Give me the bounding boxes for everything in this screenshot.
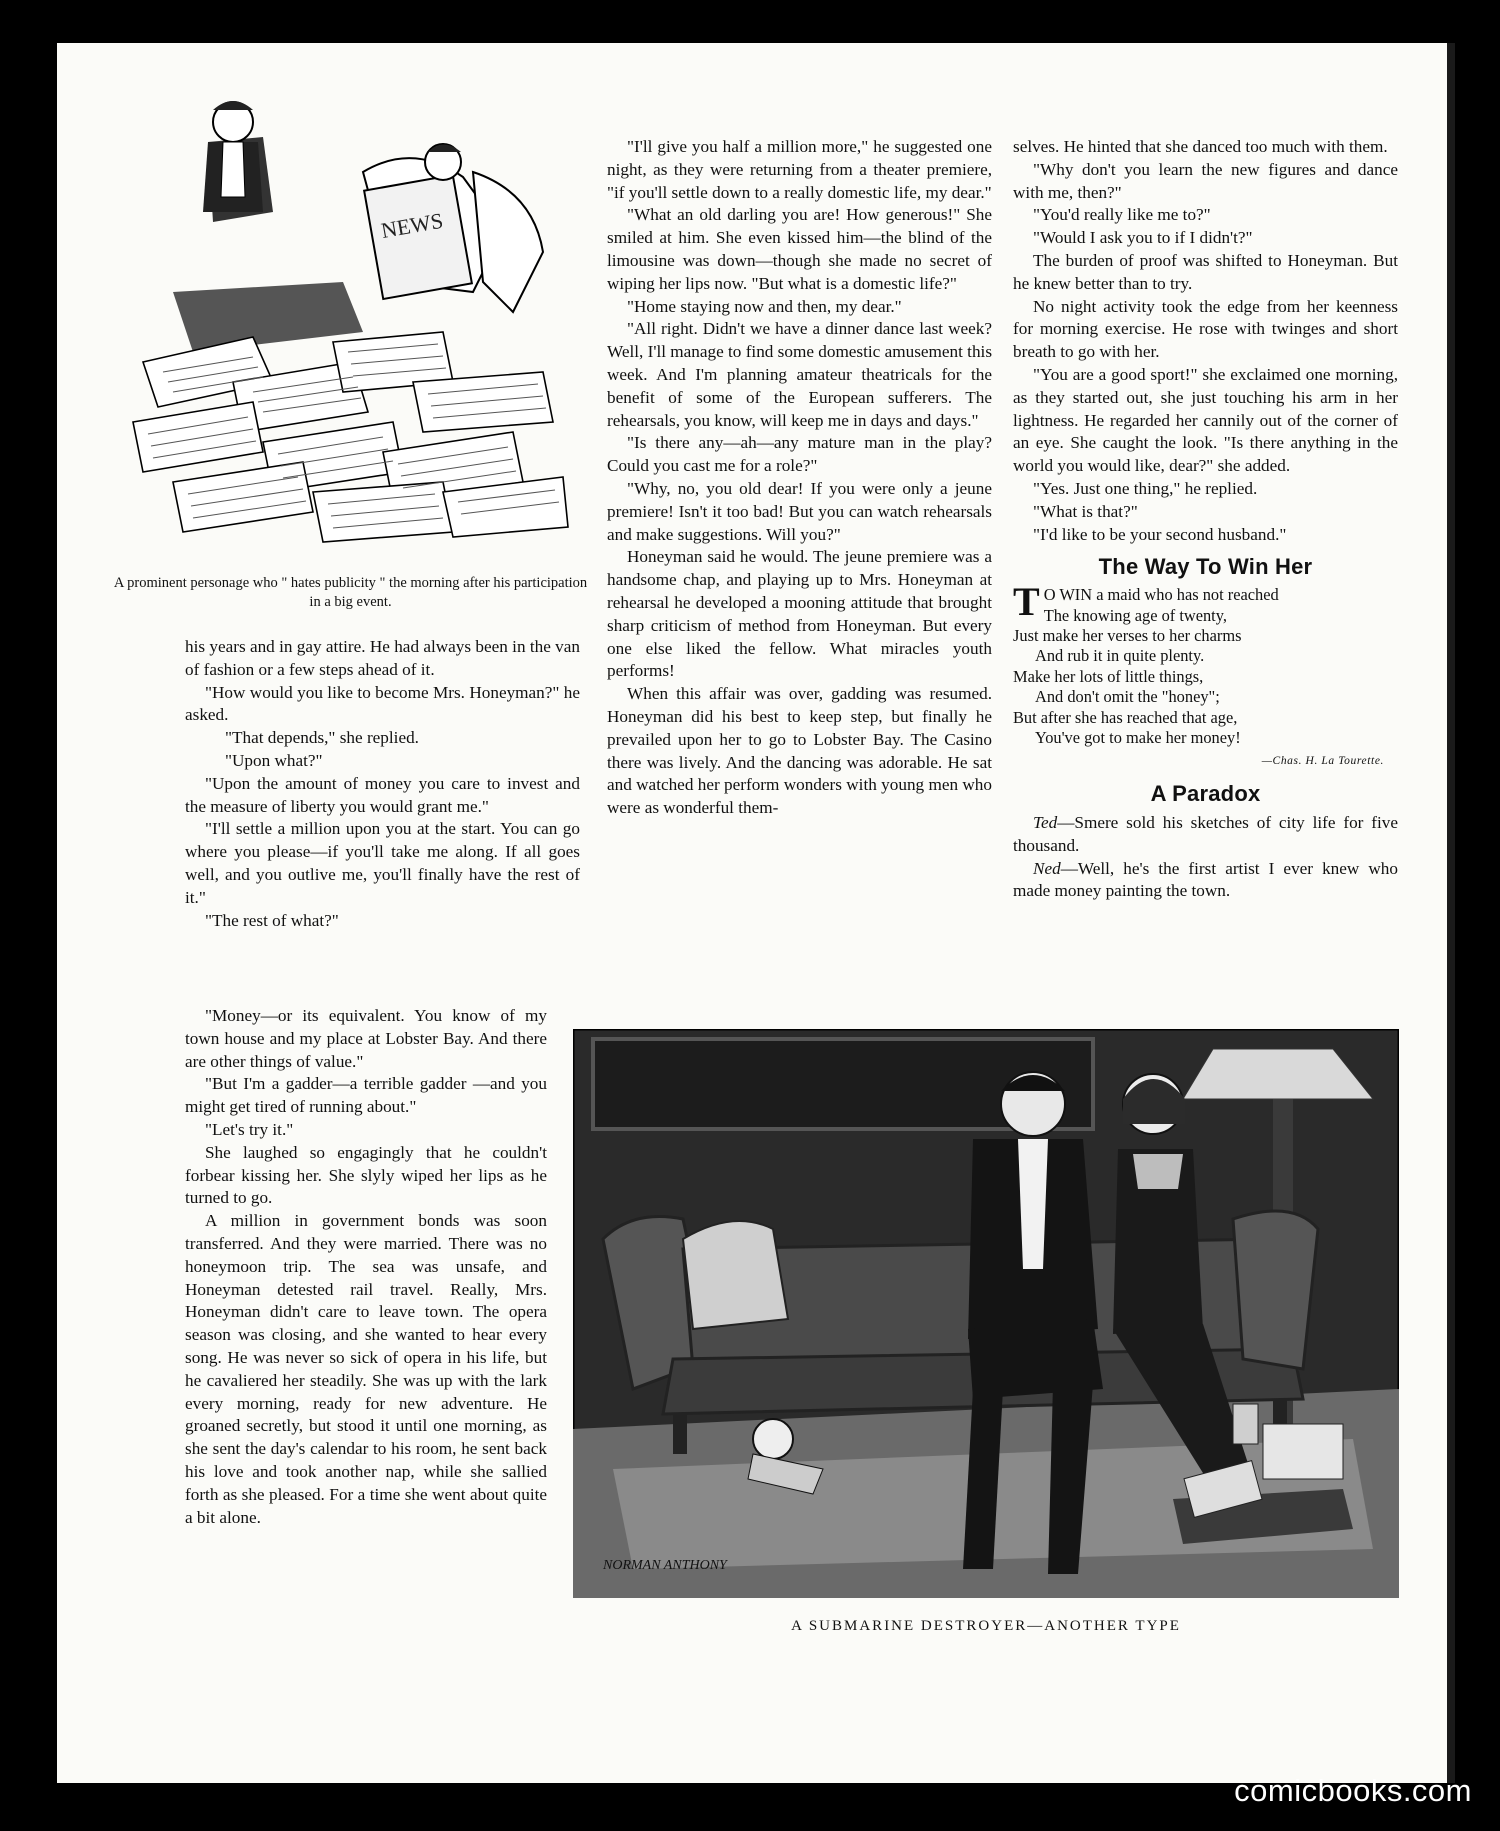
- paragraph: "That depends," she replied.: [225, 728, 419, 748]
- paragraph: "You are a good sport!" she exclaimed one morning, as they started out, she just touching his arm in her lightness. He regarded her cannily out of the corner of an eye. She caught the look. "Is there anything in the world you would like, dear?" she added.: [1013, 364, 1398, 476]
- paragraph: "Money—or its equivalent. You know of my town house and my place at Lobster Bay. And there are other things of value.": [185, 1006, 547, 1071]
- paradox-line-1: [1013, 812, 1398, 858]
- paragraph: "But I'm a gadder—a terrible gadder —and you might get tired of running about.": [185, 1074, 547, 1117]
- poem-title: The Way To Win Her: [1098, 554, 1313, 580]
- paradox-title: A Paradox: [1150, 781, 1261, 807]
- paragraph: "Home staying now and then, my dear.": [627, 296, 902, 316]
- paragraph: No night activity took the edge from her keenness for morning exercise. He rose with twinges and short breath to go with her.: [1013, 296, 1398, 362]
- paragraph: "Yes. Just one thing," he replied.: [1033, 478, 1258, 498]
- paragraph: "Would I ask you to if I didn't?": [1033, 228, 1253, 248]
- column-2: [607, 136, 992, 820]
- poem-line: The knowing age of twenty,: [1043, 605, 1227, 625]
- page-spine-shadow: [1447, 43, 1455, 1783]
- paragraph: "Why, no, you old dear! If you were only a jeune premiere! Isn't it too bad! But you can watch rehearsals and make suggestions. Will you?": [607, 478, 992, 544]
- artist-signature: NORMAN ANTHONY: [603, 1558, 727, 1573]
- paragraph: "I'll settle a million upon you at the start. You can go where you please—if you'll take me along. If all goes well, and you outlive me, you'll finally have the rest of it.": [185, 819, 580, 907]
- poem-attribution: —Chas. H. La Tourette.: [1261, 755, 1384, 768]
- paradox-line-2: [1013, 858, 1398, 904]
- speaker-name: Ted: [1033, 812, 1058, 832]
- poem-line: And rub it in quite plenty.: [1035, 646, 1205, 666]
- paragraph: "Why don't you learn the new figures and dance with me, then?": [1013, 159, 1398, 202]
- paragraph: "Is there any—ah—any mature man in the play? Could you cast me for a role?": [607, 433, 992, 476]
- paragraph: "All right. Didn't we have a dinner dance last week? Well, I'll manage to find some domestic amusement this week. And I'm planning amateur theatricals for the benefit of some of the European sufferers. The rehearsals, you know, will keep me in days and days.": [607, 319, 993, 430]
- paragraph: "Upon what?": [225, 750, 323, 770]
- poem-line: But after she has reached that age,: [1013, 707, 1238, 727]
- paragraph: Honeyman said he would. The jeune premiere was a handsome chap, and playing up to Mrs. Honeyman at rehearsal he developed a mooning attitude that brought sharp criticism of method from Honeyman. But every one else liked the fellow. What miracles youth performs!: [607, 547, 992, 681]
- paradox-text: —Well, he's the first artist I ever knew who made money painting the town.: [1013, 858, 1398, 901]
- poem-line: Make her lots of little things,: [1013, 666, 1204, 686]
- paragraph: selves. He hinted that she danced too much with them.: [1013, 137, 1388, 156]
- site-watermark: comicbooks.com: [1234, 1773, 1472, 1808]
- paragraph: She laughed so engagingly that he couldn't forbear kissing her. She slyly wiped her lips as he turned to go.: [185, 1142, 547, 1208]
- cartoon-illustration-newspapers: [113, 82, 588, 557]
- column-1-lower: [185, 1005, 547, 1529]
- column-1-upper: [185, 636, 580, 932]
- poem: [1013, 579, 1398, 748]
- paragraph: his years and in gay attire. He had always been in the van of fashion or a few steps ahead of it.: [185, 637, 580, 679]
- paragraph: When this affair was over, gadding was resumed. Honeyman did his best to keep step, but finally he prevailed upon her to go to Lobster Bay. The Casino there was lively. And the dancing was adorable. He sat and watched her perform wonders with young men who were as wonderful them-: [607, 684, 992, 818]
- speaker-name: Ned: [1033, 858, 1061, 878]
- poem-line: And don't omit the "honey";: [1035, 687, 1220, 707]
- top-illustration-caption: A prominent personage who " hates publicity " the morning after his participation in a big event.: [113, 575, 588, 610]
- main-illustration-caption: A SUBMARINE DESTROYER—ANOTHER TYPE: [791, 1618, 1181, 1634]
- paragraph: "I'll give you half a million more," he suggested one night, as they were returning from a theater premiere, "if you'll settle down to a really domestic life, my dear.": [607, 137, 992, 202]
- paradox-text: —Smere sold his sketches of city life for five thousand.: [1013, 812, 1398, 855]
- paragraph: "You'd really like me to?": [1033, 205, 1211, 225]
- paragraph: "Let's try it.": [205, 1119, 294, 1139]
- paragraph: "What is that?": [1033, 501, 1138, 521]
- paragraph: "The rest of what?": [205, 910, 339, 930]
- paragraph: The burden of proof was shifted to Honeyman. But he knew better than to try.: [1013, 250, 1398, 293]
- paragraph: A million in government bonds was soon transferred. And they were married. There was no honeymoon trip. The sea was unsafe, and Honeyman detested rail travel. Really, Mrs. Honeyman didn't care to leave town. The opera season was closing, and she wanted to hear every song. He was never so sick of opera in his life, but he cavaliered her steadily. She was up with the lark every morning, ready for new adventure. He groaned secretly, but stood it until one morning, as she sent the day's calendar to his room, he sent back his love and took another nap, while she sallied forth as she pleased. For a time she went about quite a bit alone.: [185, 1211, 547, 1527]
- main-illustration-sofa-scene: [573, 1029, 1399, 1598]
- paragraph: "Upon the amount of money you care to invest and the measure of liberty you would grant me.": [185, 773, 580, 816]
- column-3: [1013, 136, 1398, 903]
- poem-line: Just make her verses to her charms: [1013, 625, 1242, 645]
- poem-line: O WIN a maid who has not reached: [1043, 585, 1279, 605]
- poem-dropcap: T: [1013, 579, 1040, 625]
- paragraph: "What an old darling you are! How generous!" She smiled at him. She even kissed him—the blind of the limousine was down—though she made no secret of wiping her lips now. "But what is a domestic life?": [607, 205, 992, 293]
- svg-text:NEWS: NEWS: [379, 207, 445, 244]
- paragraph: "How would you like to become Mrs. Honeyman?" he asked.: [185, 682, 580, 725]
- paragraph: "I'd like to be your second husband.": [1033, 524, 1287, 544]
- poem-line: You've got to make her money!: [1035, 727, 1241, 747]
